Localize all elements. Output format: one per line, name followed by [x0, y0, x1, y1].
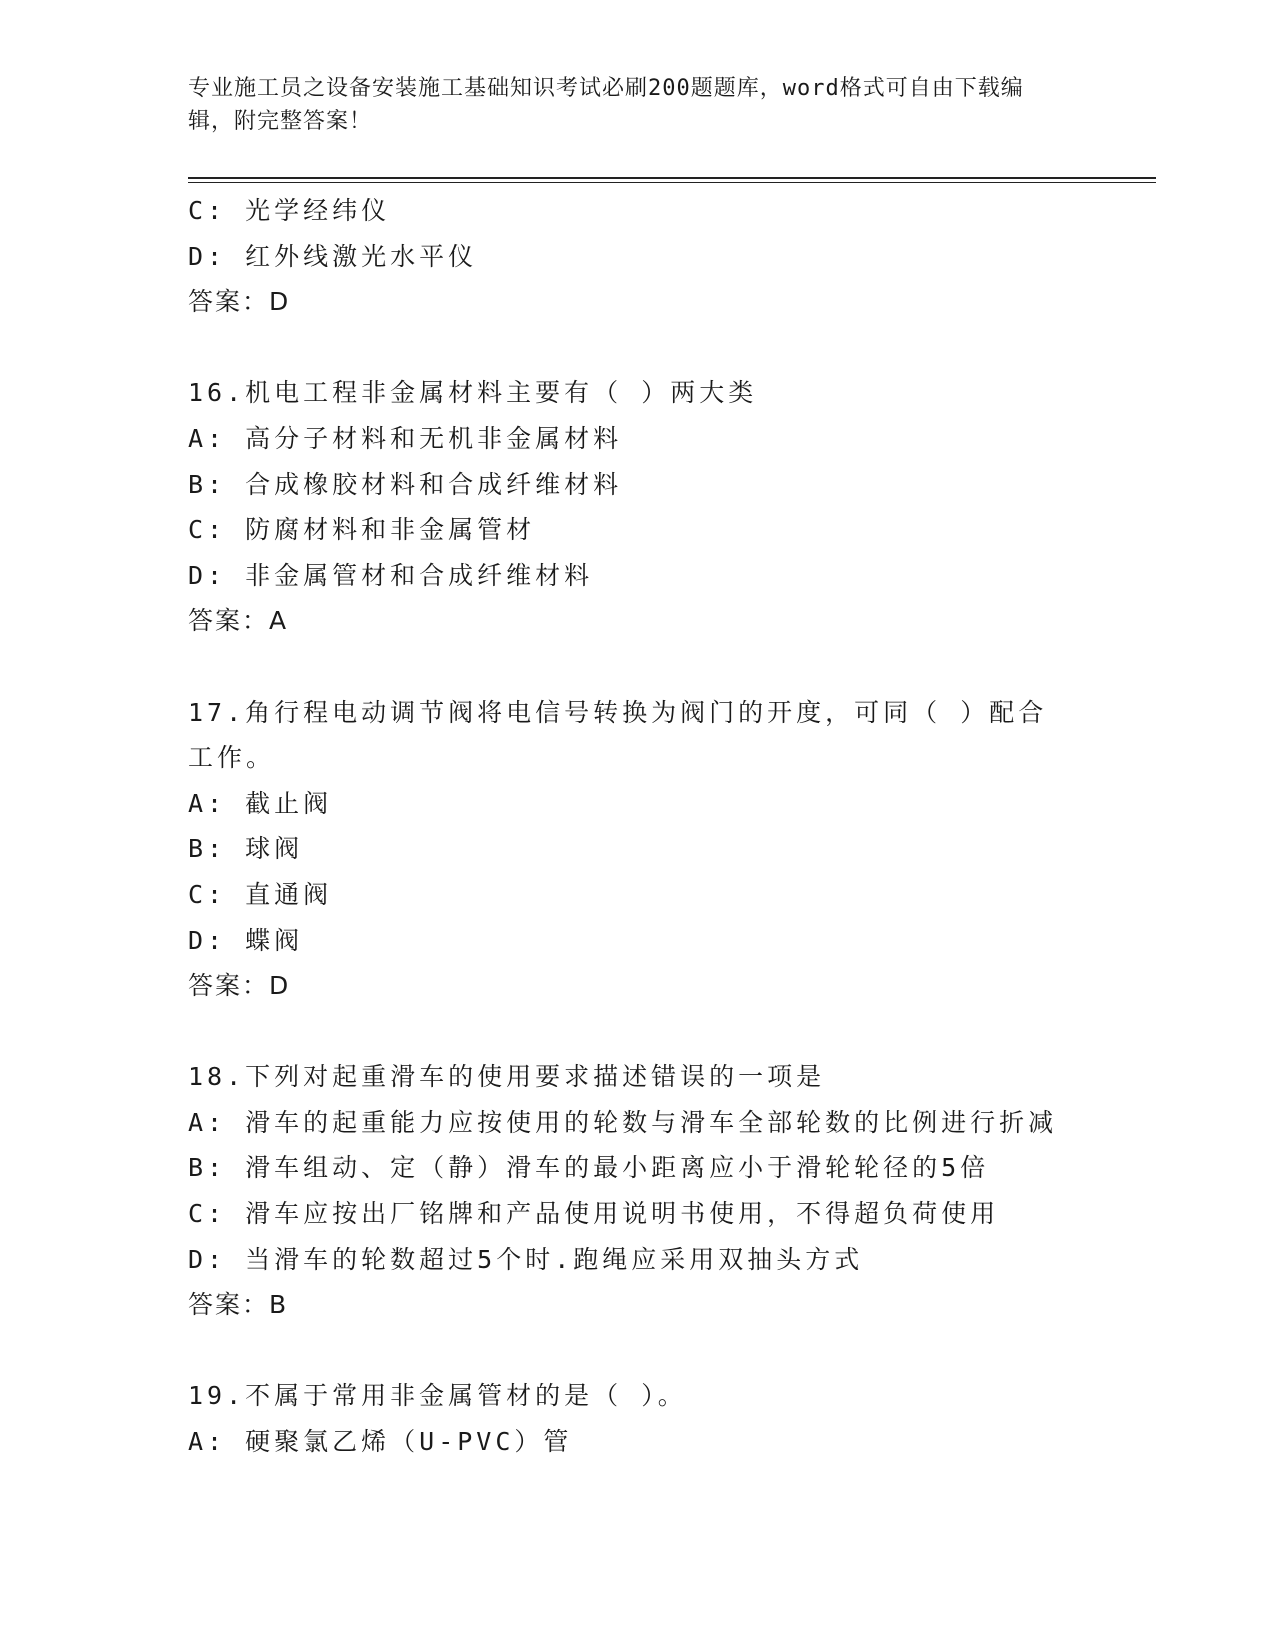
option-d: D: 红外线激光水平仪: [188, 241, 478, 271]
option-b: B: 滑车组动、定（静）滑车的最小距离应小于滑轮轮径的5倍: [188, 1153, 990, 1183]
question-item-17: [188, 690, 1068, 1009]
option-c: C: 直通阀: [188, 879, 333, 909]
answer-text: 答案：B: [188, 1290, 289, 1320]
answer-text: 答案：A: [188, 606, 289, 636]
question-stem: 19.不属于常用非金属管材的是（ ）。: [188, 1381, 687, 1411]
option-c: C: 滑车应按出厂铭牌和产品使用说明书使用，不得超负荷使用: [188, 1199, 1000, 1229]
option-b: B: 球阀: [188, 834, 304, 864]
option-d: D: 当滑车的轮数超过5个时.跑绳应采用双抽头方式: [188, 1244, 864, 1274]
document-header: 专业施工员之设备安装施工基础知识考试必刷200题题库，word格式可自由下载编辑，附完整答案！: [188, 76, 1024, 134]
question-item-15: [188, 188, 1068, 325]
option-d: D: 蝶阀: [188, 925, 304, 955]
option-a: A: 截止阀: [188, 788, 333, 818]
answer-text: 答案：D: [188, 971, 291, 1001]
option-a: A: 滑车的起重能力应按使用的轮数与滑车全部轮数的比例进行折减: [188, 1107, 1058, 1137]
question-item-19: [188, 1373, 1068, 1464]
question-item-18: [188, 1054, 1068, 1328]
option-a: A: 硬聚氯乙烯（U-PVC）管: [188, 1427, 573, 1457]
option-c: C: 光学经纬仪: [188, 196, 391, 225]
option-b: B: 合成橡胶材料和合成纤维材料: [188, 469, 623, 499]
header-divider-thin: [188, 182, 1156, 183]
question-stem: 17.角行程电动调节阀将电信号转换为阀门的开度，可同（ ）配合工作。: [188, 697, 1048, 773]
question-list: [188, 188, 1068, 1465]
question-stem: 16.机电工程非金属材料主要有（ ）两大类: [188, 378, 758, 408]
option-a: A: 高分子材料和无机非金属材料: [188, 423, 623, 453]
answer-text: 答案：D: [188, 287, 291, 317]
header-divider: [188, 177, 1156, 179]
question-item-16: [188, 370, 1068, 644]
question-stem: 18.下列对起重滑车的使用要求描述错误的一项是: [188, 1062, 826, 1092]
option-c: C: 防腐材料和非金属管材: [188, 515, 536, 545]
option-d: D: 非金属管材和合成纤维材料: [188, 560, 594, 590]
